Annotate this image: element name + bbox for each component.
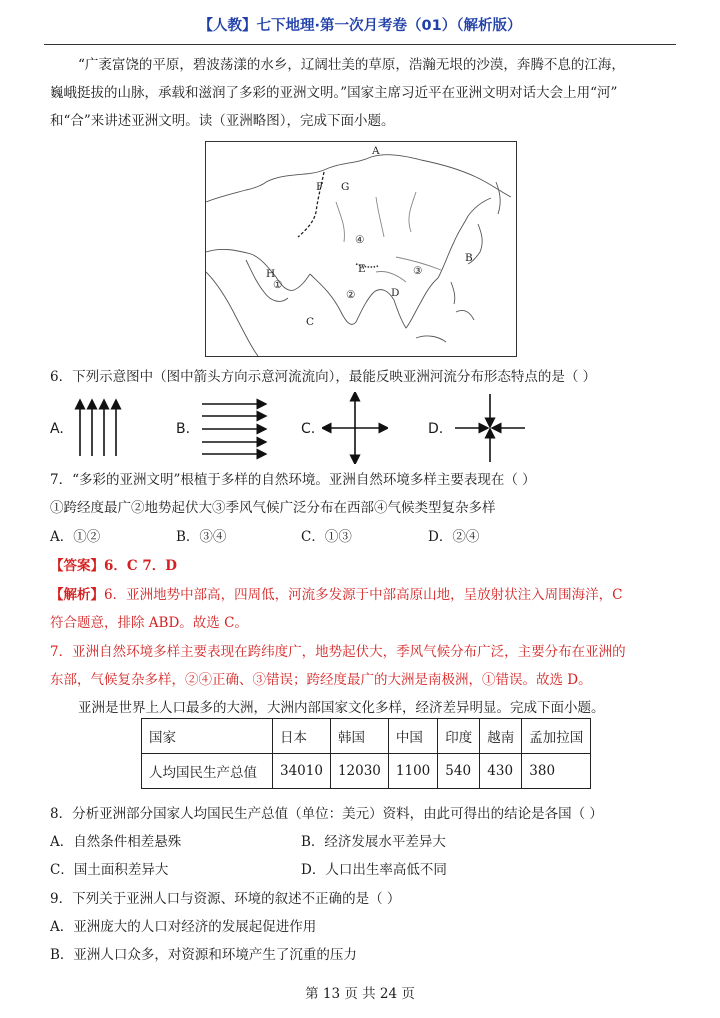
- table-row-label: 人均国民生产总值: [142, 754, 273, 789]
- q7-option-d: D．②④: [428, 529, 480, 545]
- intro-line-3: 和“合”来讲述亚洲文明。读（亚洲略图），完成下面小题。: [50, 113, 395, 129]
- q8-option-a: A．自然条件相差悬殊: [50, 834, 182, 850]
- table-header-cell: 越南: [480, 719, 522, 754]
- q7-stem: 7．“多彩的亚洲文明”根植于多样的自然环境。亚洲自然环境多样主要表现在（ ）: [50, 472, 536, 488]
- map-label-d: D: [391, 287, 400, 299]
- map-label-g: G: [341, 181, 350, 193]
- q8-option-b: B．经济发展水平差异大: [301, 834, 446, 850]
- table-row: [142, 719, 591, 754]
- page-header-title: 【人教】七下地理·第一次月考卷（01）（解析版）: [198, 18, 522, 34]
- q6-diagram-b-parallel-right-arrows: [198, 398, 268, 460]
- intro-line-1: “广袤富饶的平原，碧波荡漾的水乡，辽阔壮美的草原，浩瀚无垠的沙漠，奔腾不息的江海，: [78, 57, 625, 73]
- map-label-e: E: [358, 263, 366, 275]
- q6-diagram-a-parallel-up-arrows: [72, 398, 128, 458]
- answer-line: [50, 557, 177, 575]
- table-cell: 540: [438, 754, 480, 789]
- q9-stem: 9．下列关于亚洲人口与资源、环境的叙述不正确的是（ ）: [50, 891, 401, 907]
- table-header-cell: 国家: [142, 719, 273, 754]
- q6-option-b-label: B.: [176, 421, 191, 437]
- table-header-cell: 韩国: [330, 719, 388, 754]
- table-cell: 12030: [330, 754, 388, 789]
- q6-option-a-label: A.: [50, 421, 64, 437]
- intro-line-2: 巍峨挺拔的山脉，承载和滋润了多彩的亚洲文明。”国家主席习近平在亚洲文明对话大会上用“河”: [50, 85, 618, 101]
- map-label-4: ④: [355, 234, 365, 246]
- table-cell: 430: [480, 754, 522, 789]
- answer-text: 6．C 7．D: [104, 558, 177, 574]
- table-header-cell: 日本: [273, 719, 331, 754]
- table-header-cell: 孟加拉国: [522, 719, 591, 754]
- analysis-text-1: 6．亚洲地势中部高，四周低，河流多发源于中部高原山地，呈放射状注入周围海洋，C: [104, 587, 623, 603]
- q8-option-d: D．人口出生率高低不同: [301, 862, 447, 878]
- q7-option-c: C．①③: [301, 529, 352, 545]
- answer-tag: 【答案】: [50, 558, 104, 574]
- q6-stem: 6．下列示意图中（图中箭头方向示意河流流向），最能反映亚洲河流分布形态特点的是（ ）: [50, 369, 597, 385]
- map-label-h: H: [266, 268, 276, 280]
- analysis-line-1: [50, 586, 622, 604]
- map-label-b: B: [465, 252, 473, 264]
- analysis-line-2: 符合题意，排除 ABD。故选 C。: [50, 615, 248, 631]
- map-label-a: A: [372, 145, 380, 157]
- table-header-cell: 中国: [388, 719, 437, 754]
- asia-map: [205, 141, 517, 357]
- q9-option-a: A．亚洲庞大的人口对经济的发展起促进作用: [50, 919, 317, 935]
- table-row: [142, 754, 591, 789]
- analysis-line-4: 东部，气候复杂多样，②④正确、③错误；跨经度最广的大洲是南极洲，①错误。故选 D。: [50, 672, 592, 688]
- q8-option-c: C．国土面积差异大: [50, 862, 169, 878]
- table-header-cell: 印度: [438, 719, 480, 754]
- table-cell: 1100: [388, 754, 437, 789]
- q6-option-d-label: D.: [428, 421, 444, 437]
- map-label-c: C: [306, 316, 315, 328]
- q8-stem: 8．分析亚洲部分国家人均国民生产总值（单位：美元）资料，由此可得出的结论是各国（ ）: [50, 806, 603, 822]
- q6-diagram-c-radial-outward-arrows: [322, 392, 388, 464]
- map-label-3: ③: [413, 265, 423, 277]
- gnp-table: [141, 718, 591, 789]
- analysis-tag: 【解析】: [50, 587, 104, 603]
- analysis-line-3: 7．亚洲自然环境多样主要表现在跨纬度广，地势起伏大，季风气候分布广泛，主要分布在亚洲的: [50, 644, 626, 660]
- q6-diagram-d-centripetal-arrows: [453, 392, 527, 464]
- q7-option-a: A．①②: [50, 529, 101, 545]
- table-cell: 34010: [273, 754, 331, 789]
- header-rule: [44, 44, 676, 45]
- asia-map-drawing: [206, 142, 516, 356]
- q9-option-b: B．亚洲人口众多，对资源和环境产生了沉重的压力: [50, 947, 357, 963]
- map-label-2: ②: [346, 289, 356, 301]
- map-label-f: F: [316, 181, 324, 193]
- q7-statements: ①跨经度最广②地势起伏大③季风气候广泛分布在西部④气候类型复杂多样: [50, 500, 496, 516]
- intro-2: 亚洲是世界上人口最多的大洲，大洲内部国家文化多样，经济差异明显。完成下面小题。: [78, 700, 605, 716]
- q6-option-c-label: C.: [301, 421, 316, 437]
- page-footer: 第 13 页 共 24 页: [305, 986, 415, 1002]
- table-cell: 380: [522, 754, 591, 789]
- q7-option-b: B．③④: [176, 529, 227, 545]
- map-label-1: ①: [273, 279, 283, 291]
